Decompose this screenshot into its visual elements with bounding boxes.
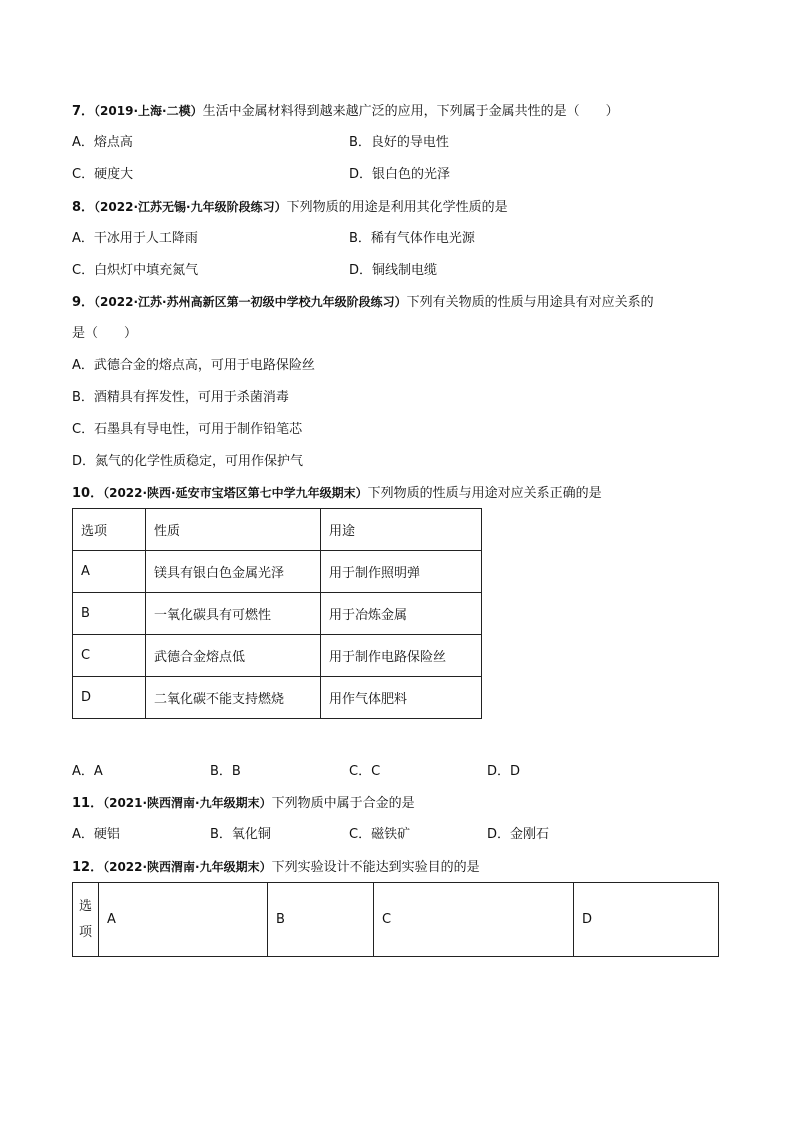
table-cell: D	[73, 677, 146, 719]
table-row	[73, 635, 482, 677]
table-row	[73, 883, 719, 957]
table-cell: B	[268, 883, 374, 957]
question-source: （2019·上海·二模）	[94, 104, 203, 118]
option-a[interactable]: A．干冰用于人工降雨	[72, 231, 198, 246]
table-row	[73, 551, 482, 593]
question-source: （2022·陕西·延安市宝塔区第七中学九年级期末）	[103, 486, 368, 500]
experiment-table	[72, 882, 719, 957]
question-number: 11．	[72, 796, 104, 811]
table-header-cell	[73, 883, 99, 957]
option-a[interactable]: A．A	[72, 764, 103, 779]
table-cell: 一氧化碳具有可燃性	[146, 593, 321, 635]
option-b[interactable]: B．B	[210, 764, 241, 779]
table-cell: 二氧化碳不能支持燃烧	[146, 677, 321, 719]
question-source: （2022·江苏无锡·九年级阶段练习）	[94, 200, 287, 214]
question-source: （2022·陕西渭南·九年级期末）	[103, 860, 272, 874]
table-header-cell: 选项	[73, 509, 146, 551]
question-7-stem	[72, 101, 619, 122]
option-d[interactable]: D．铜线制电缆	[349, 263, 438, 278]
option-c[interactable]: C．C	[349, 764, 381, 779]
option-d[interactable]: D．金刚石	[487, 827, 550, 842]
option-d[interactable]: D．D	[487, 764, 521, 779]
question-source: （2022·江苏·苏州高新区第一初级中学校九年级阶段练习）	[94, 295, 407, 309]
question-number: 12．	[72, 860, 104, 875]
table-cell: B	[73, 593, 146, 635]
question-text: 下列有关物质的性质与用途具有对应关系的	[406, 295, 654, 310]
option-d[interactable]: D．氮气的化学性质稳定，可用作保护气	[72, 454, 304, 469]
table-cell: 用于制作照明弹	[321, 551, 482, 593]
table-cell: 用于制作电路保险丝	[321, 635, 482, 677]
table-header-cell: 用途	[321, 509, 482, 551]
question-9-stem-cont: 是（ ）	[72, 326, 138, 341]
question-number: 7．	[72, 104, 95, 119]
table-cell: 武德合金熔点低	[146, 635, 321, 677]
option-b[interactable]: B．氧化铜	[210, 827, 271, 842]
properties-uses-table	[72, 508, 482, 719]
question-number: 9．	[72, 295, 95, 310]
option-c[interactable]: C．白炽灯中填充氮气	[72, 263, 199, 278]
table-cell: D	[574, 883, 719, 957]
table-cell: 用于冶炼金属	[321, 593, 482, 635]
header-char: 选	[79, 898, 93, 914]
question-10-stem	[72, 483, 602, 504]
option-d[interactable]: D．银白色的光泽	[349, 167, 451, 182]
table-cell: A	[73, 551, 146, 593]
option-a[interactable]: A．硬铝	[72, 827, 120, 842]
question-text: 生活中金属材料得到越来越广泛的应用，下列属于金属共性的是（ ）	[202, 104, 619, 119]
option-a[interactable]: A．熔点高	[72, 135, 133, 150]
question-text: 下列物质的用途是利用其化学性质的是	[286, 200, 508, 215]
table-row	[73, 677, 482, 719]
option-b[interactable]: B．良好的导电性	[349, 135, 449, 150]
table-header-row	[73, 509, 482, 551]
table-cell: C	[374, 883, 574, 957]
question-number: 8．	[72, 200, 95, 215]
question-text: 下列物质的性质与用途对应关系正确的是	[367, 486, 602, 501]
question-text: 下列实验设计不能达到实验目的的是	[271, 860, 480, 875]
question-text: 下列物质中属于合金的是	[271, 796, 415, 811]
table-cell: 用作气体肥料	[321, 677, 482, 719]
option-c[interactable]: C．硬度大	[72, 167, 134, 182]
header-char: 项	[79, 924, 93, 940]
question-9-stem	[72, 292, 654, 313]
table-cell: A	[99, 883, 268, 957]
question-8-stem	[72, 197, 508, 218]
table-header-cell: 性质	[146, 509, 321, 551]
option-c[interactable]: C．石墨具有导电性，可用于制作铅笔芯	[72, 422, 303, 437]
table-cell: 镁具有银白色金属光泽	[146, 551, 321, 593]
option-a[interactable]: A．武德合金的熔点高，可用于电路保险丝	[72, 358, 315, 373]
question-11-stem	[72, 793, 415, 814]
option-c[interactable]: C．磁铁矿	[349, 827, 411, 842]
question-12-stem	[72, 857, 480, 878]
table-cell: C	[73, 635, 146, 677]
option-b[interactable]: B．稀有气体作电光源	[349, 231, 475, 246]
question-number: 10．	[72, 486, 104, 501]
option-b[interactable]: B．酒精具有挥发性，可用于杀菌消毒	[72, 390, 289, 405]
table-row	[73, 593, 482, 635]
question-source: （2021·陕西渭南·九年级期末）	[103, 796, 272, 810]
